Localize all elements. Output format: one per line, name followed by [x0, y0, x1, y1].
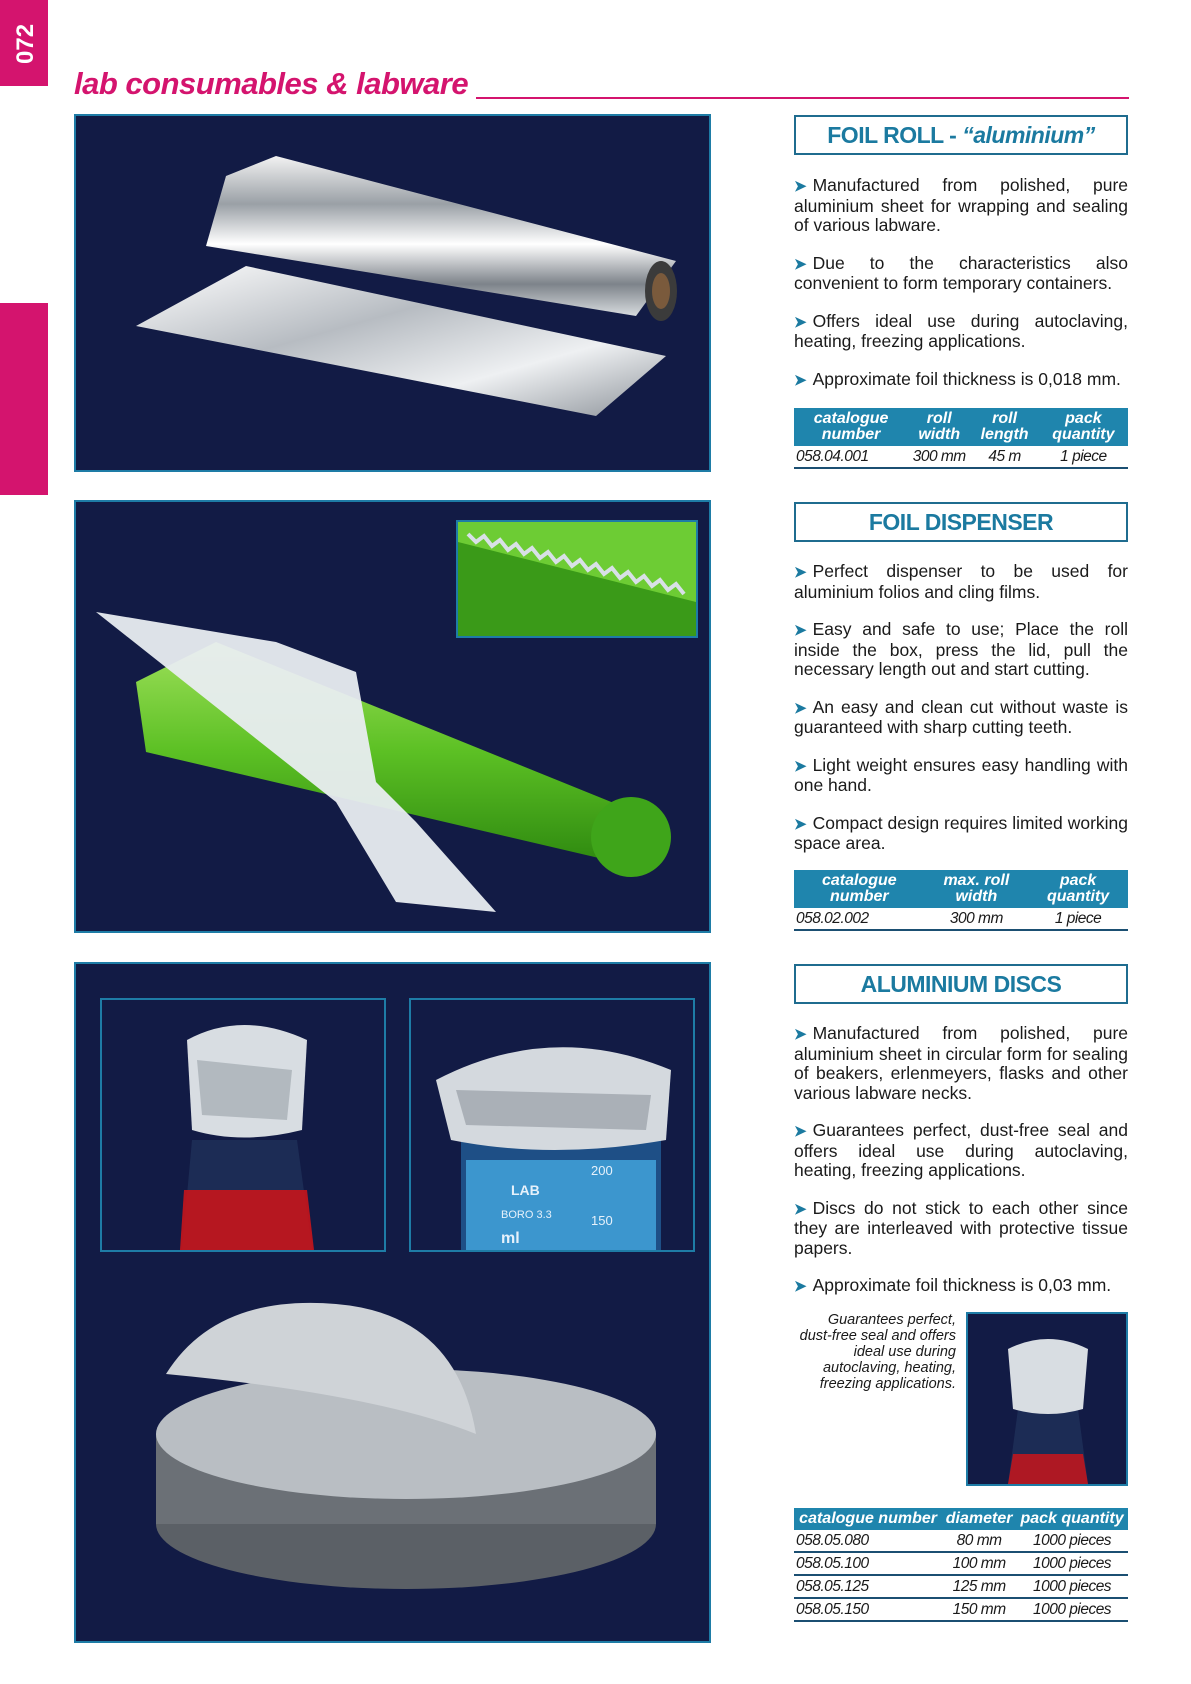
- foil-roll-heading: [794, 115, 1128, 155]
- column-header: max. roll width: [925, 870, 1029, 908]
- foil-roll-photo: [74, 114, 711, 472]
- table-cell: 1 piece: [1039, 446, 1128, 468]
- table-header-row: [794, 870, 1128, 908]
- feature-item: ➤ Compact design requires limited working space area.: [794, 812, 1128, 853]
- catalogue-number: 058.05.150: [794, 1598, 942, 1621]
- chevron-right-icon: ➤: [794, 1123, 807, 1140]
- page-number-tab: [0, 0, 48, 86]
- column-header: roll length: [970, 408, 1038, 446]
- chevron-right-icon: ➤: [794, 313, 807, 331]
- column-header: catalogue number: [794, 870, 925, 908]
- table-cell: 1 piece: [1028, 908, 1128, 930]
- beaker-inset: [409, 998, 695, 1252]
- table-row: [794, 1598, 1128, 1621]
- feature-item: ➤ Manufactured from polished, pure aluminium sheet in circular form for sealing of beakers, erlenmeyers, flasks and other various labware necks.: [794, 1023, 1128, 1103]
- flask-inset: [100, 998, 386, 1252]
- table-cell: 150 mm: [942, 1598, 1016, 1621]
- beaker-label-boro: BORO 3.3: [501, 1209, 552, 1221]
- chevron-right-icon: ➤: [794, 757, 807, 775]
- foil-roll-heading-main: FOIL ROLL -: [827, 122, 963, 148]
- table-cell: 1000 pieces: [1016, 1598, 1128, 1621]
- feature-item: ➤ Light weight ensures easy handling with one hand.: [794, 754, 1128, 795]
- table-cell: 300 mm: [925, 908, 1029, 930]
- dispenser-closeup-inset: [456, 520, 698, 638]
- feature-item: ➤ An easy and clean cut without waste is guaranteed with sharp cutting teeth.: [794, 696, 1128, 737]
- foil-roll-heading-sub: “aluminium”: [962, 122, 1095, 148]
- feature-item: ➤ Approximate foil thickness is 0,018 mm.: [794, 368, 1121, 389]
- aluminium-discs-features: [794, 1024, 1128, 1315]
- beaker-mark-200: 200: [591, 1163, 613, 1178]
- sealed-flask-thumbnail: [966, 1312, 1128, 1486]
- column-header: pack quantity: [1028, 870, 1128, 908]
- foil-roll-spec-table: [794, 408, 1128, 469]
- chevron-right-icon: ➤: [794, 699, 807, 717]
- chevron-right-icon: ➤: [794, 255, 807, 273]
- aluminium-discs-spec-table: [794, 1508, 1128, 1622]
- chevron-right-icon: ➤: [794, 815, 807, 833]
- catalogue-number: 058.05.080: [794, 1530, 942, 1552]
- chevron-right-icon: ➤: [794, 1278, 807, 1295]
- chevron-right-icon: ➤: [794, 564, 807, 581]
- foil-roll-features: [794, 176, 1128, 408]
- title-divider: [476, 97, 1129, 99]
- foil-dispenser-heading: FOIL DISPENSER: [794, 502, 1128, 542]
- beaker-mark-150: 150: [591, 1213, 613, 1228]
- chevron-right-icon: ➤: [794, 1026, 807, 1043]
- beaker-label-ml: ml: [501, 1230, 520, 1247]
- feature-item: ➤ Perfect dispenser to be used for aluminium folios and cling films.: [794, 561, 1128, 602]
- feature-item: ➤ Manufactured from polished, pure aluminium sheet for wrapping and sealing of various labware.: [794, 175, 1128, 235]
- catalogue-number: 058.05.125: [794, 1575, 942, 1598]
- column-header: pack quantity: [1016, 1508, 1128, 1530]
- column-header: pack quantity: [1039, 408, 1128, 446]
- table-row: [794, 446, 1128, 468]
- section-marker-tab: [0, 303, 48, 495]
- column-header: diameter: [942, 1508, 1016, 1530]
- feature-item: ➤ Guarantees perfect, dust-free seal and offers ideal use during autoclaving, heating, freezing applications.: [794, 1120, 1128, 1180]
- table-cell: 1000 pieces: [1016, 1575, 1128, 1598]
- aluminium-discs-heading: ALUMINIUM DISCS: [794, 964, 1128, 1004]
- foil-dispenser-photo: [74, 500, 711, 933]
- feature-item: ➤ Offers ideal use during autoclaving, heating, freezing applications.: [794, 310, 1128, 351]
- table-row: [794, 1575, 1128, 1598]
- column-header: catalogue number: [794, 1508, 942, 1530]
- table-row: [794, 1530, 1128, 1552]
- table-cell: 45 m: [970, 446, 1038, 468]
- table-cell: 300 mm: [908, 446, 970, 468]
- table-cell: 100 mm: [942, 1552, 1016, 1575]
- feature-item: ➤ Due to the characteristics also convenient to form temporary containers.: [794, 252, 1128, 293]
- discs-caption: Guarantees perfect, dust-free seal and offers ideal use during autoclaving, heating, freezing applications.: [799, 1312, 956, 1392]
- dispenser-teeth-image: [458, 522, 696, 636]
- chevron-right-icon: ➤: [794, 1200, 807, 1218]
- table-cell: 1000 pieces: [1016, 1552, 1128, 1575]
- column-header: catalogue number: [794, 408, 908, 446]
- aluminium-discs-photo: [74, 962, 711, 1643]
- feature-item: ➤ Approximate foil thickness is 0,03 mm.: [794, 1275, 1112, 1295]
- beaker-image: [411, 1000, 693, 1250]
- foil-dispenser-features: [794, 562, 1128, 872]
- feature-item: ➤ Discs do not stick to each other since they are interleaved with protective tissue papers.: [794, 1197, 1128, 1258]
- table-cell: 1000 pieces: [1016, 1530, 1128, 1552]
- flask-image: [102, 1000, 384, 1250]
- sealed-flask-thumbnail-image: [968, 1314, 1126, 1484]
- chevron-right-icon: ➤: [794, 371, 807, 389]
- table-row: [794, 1552, 1128, 1575]
- table-header-row: [794, 408, 1128, 446]
- page-title: lab consumables & labware: [74, 66, 469, 101]
- chevron-right-icon: ➤: [794, 178, 807, 195]
- page-number: 072: [12, 23, 39, 64]
- chevron-right-icon: ➤: [794, 622, 807, 639]
- beaker-label-lab: LAB: [511, 1182, 540, 1198]
- table-row: [794, 908, 1128, 930]
- catalogue-number: 058.02.002: [794, 908, 925, 930]
- catalogue-number: 058.04.001: [794, 446, 908, 468]
- table-cell: 80 mm: [942, 1530, 1016, 1552]
- table-header-row: [794, 1508, 1128, 1530]
- catalogue-number: 058.05.100: [794, 1552, 942, 1575]
- foil-roll-image: [76, 116, 709, 470]
- feature-item: ➤ Easy and safe to use; Place the roll inside the box, press the lid, pull the necessary length out and start cutting.: [794, 619, 1128, 679]
- column-header: roll width: [908, 408, 970, 446]
- table-cell: 125 mm: [942, 1575, 1016, 1598]
- foil-dispenser-spec-table: [794, 870, 1128, 931]
